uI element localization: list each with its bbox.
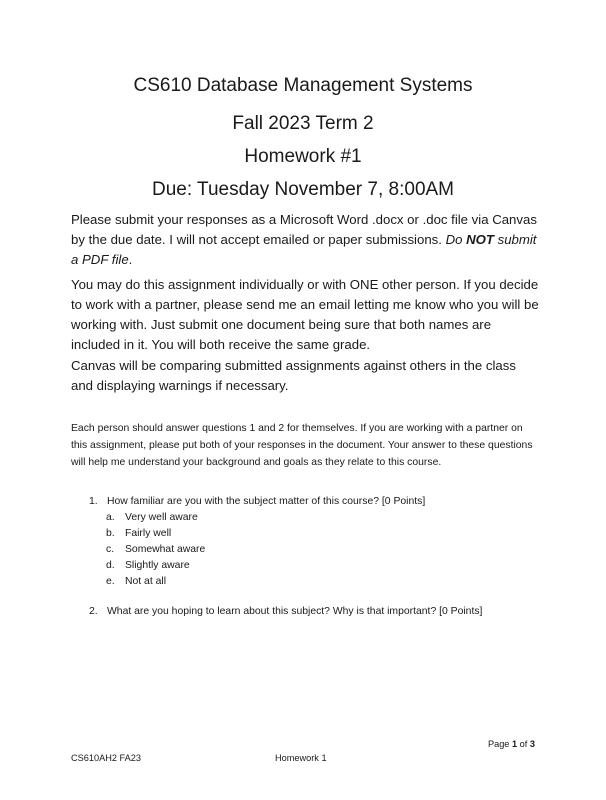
instructions-paragraph: Each person should answer questions 1 and 2 for themselves. If you are working with a partner on this assignment, please put both of your responses in the document. Your answer to these questions will help me understand your background and goals as they relate to this course.: [71, 423, 533, 468]
option-text: Slightly aware: [125, 560, 190, 571]
due-date: Due: Tuesday November 7, 8:00AM: [151, 179, 455, 200]
partner-paragraph: You may do this assignment individually or with ONE other person. If you decide to work with a partner, please send me an email letting me know who you will be working with. Just submit one document being sure that both names are included in it. You will both receive the same grade.: [71, 277, 539, 352]
question-number: 2.: [89, 606, 98, 617]
page-of: of: [517, 739, 530, 749]
course-title: CS610 Database Management Systems: [133, 75, 473, 96]
question-text: What are you hoping to learn about this subject? Why is that important? [0 Points]: [107, 606, 483, 617]
option-letter: a.: [106, 512, 115, 523]
page-current: 1: [511, 739, 518, 749]
homework-title: Homework #1: [244, 146, 362, 167]
canvas-paragraph: Canvas will be comparing submitted assignments against others in the class and displaying warnings if necessary.: [71, 358, 516, 393]
option-text: Fairly well: [125, 528, 172, 539]
footer-doc-title: Homework 1: [275, 753, 327, 763]
footer-doc-code: CS610AH2 FA23: [71, 753, 141, 763]
option-letter: b.: [106, 528, 115, 539]
warning-prefix: Do: [445, 232, 467, 247]
option-text: Somewhat aware: [125, 544, 206, 555]
term-title: Fall 2023 Term 2: [232, 113, 374, 134]
question-text: How familiar are you with the subject matter of this course? [0 Points]: [107, 496, 426, 507]
submission-end: .: [128, 252, 133, 267]
option-letter: d.: [106, 560, 115, 571]
page-number: [488, 738, 535, 750]
submission-paragraph: [71, 210, 541, 270]
question-number: 1.: [89, 496, 98, 507]
submission-main-text: Please submit your responses as a Microsoft Word .docx or .doc file via Canvas by the due date. I will not accept emailed or paper submissions.: [71, 212, 537, 247]
warning-bold: NOT: [466, 232, 494, 247]
page-total: 3: [529, 739, 535, 749]
option-text: Not at all: [125, 576, 167, 587]
option-text: Very well aware: [125, 512, 198, 523]
option-letter: e.: [106, 576, 115, 587]
warning-suffix: submit a PDF file: [71, 232, 537, 267]
page-prefix: Page: [487, 739, 512, 749]
option-letter: c.: [106, 544, 115, 555]
